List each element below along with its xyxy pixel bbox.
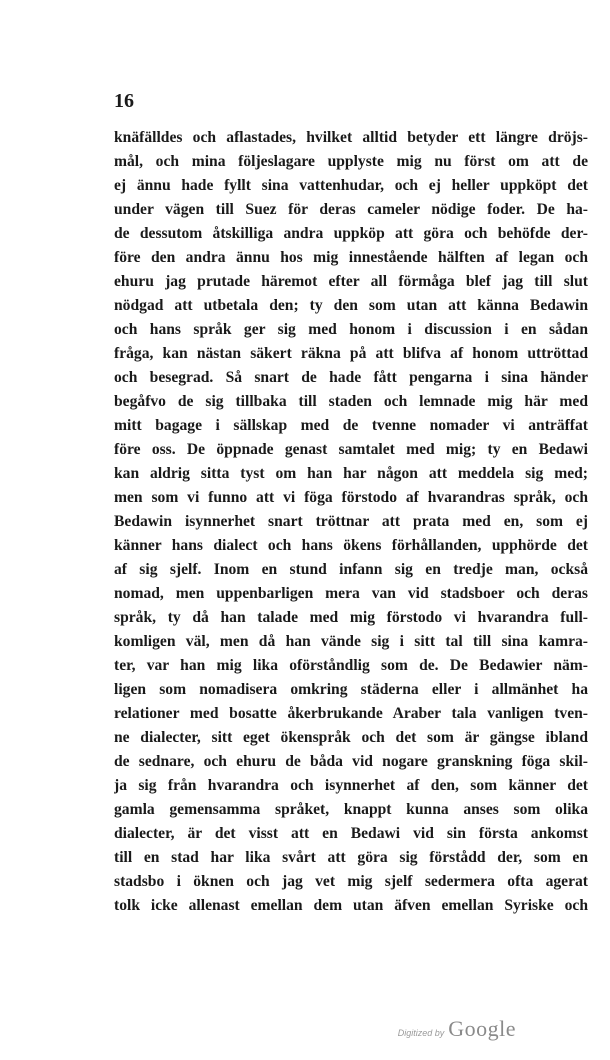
google-logo: Google: [448, 1016, 516, 1041]
text-line: begåfvo de sig tillbaka till staden och lemnade mig här med: [114, 393, 588, 410]
page-number: 16: [114, 90, 134, 112]
text-line: stadsbo i öknen och jag vet mig sjelf sedermera ofta agerat: [114, 873, 588, 890]
text-line: nomad, men uppenbarligen mera van vid stadsboer och deras: [114, 585, 588, 602]
text-line: fråga, kan nästan säkert räkna på att blifva af honom uttröttad: [114, 345, 588, 362]
text-line: språk, ty då han talade med mig förstodo vi hvarandra full-: [114, 609, 588, 626]
text-line: nödgad att utbetala den; ty den som utan att känna Bedawin: [114, 297, 588, 314]
text-line: de dessutom åtskilliga andra uppköp att göra och behöfde der-: [114, 225, 588, 242]
text-line: men som vi funno att vi föga förstodo af hvarandras språk, och: [114, 489, 588, 506]
text-line: relationer med bosatte åkerbrukande Araber tala vanligen tven-: [114, 705, 588, 722]
text-line: komligen väl, men då han vände sig i sitt tal till sina kamra-: [114, 633, 588, 650]
text-line: och hans språk ger sig med honom i discussion i en sådan: [114, 321, 588, 338]
text-line: ter, var han mig lika oförståndlig som de. De Bedawier näm-: [114, 657, 588, 674]
digitized-by-google-watermark: [398, 1016, 516, 1042]
text-line: före oss. De öppnade genast samtalet med mig; ty en Bedawi: [114, 441, 588, 458]
text-line: tolk icke allenast emellan dem utan äfven emellan Syriske och: [114, 897, 588, 914]
text-line: knäfälldes och aflastades, hvilket alltid betyder ett längre dröjs-: [114, 129, 588, 146]
text-line: ehuru jag prutade häremot efter all förmåga blef jag till slut: [114, 273, 588, 290]
text-line: och besegrad. Så snart de hade fått pengarna i sina händer: [114, 369, 588, 386]
text-line: före den andra ännu hos mig innestående hälften af legan och: [114, 249, 588, 266]
text-line: Bedawin isynnerhet snart tröttnar att prata med en, som ej: [114, 513, 588, 530]
text-line: kan aldrig sitta tyst om han har någon att meddela sig med;: [114, 465, 588, 482]
text-line: ej ännu hade fyllt sina vattenhudar, och ej heller uppköpt det: [114, 177, 588, 194]
text-line: dialecter, är det visst att en Bedawi vid sin första ankomst: [114, 825, 588, 842]
text-line: mål, och mina följeslagare upplyste mig nu först om att de: [114, 153, 588, 170]
text-line: ligen som nomadisera omkring städerna eller i allmänhet ha: [114, 681, 588, 698]
text-line: ne dialecter, sitt eget ökenspråk och det som är gängse ibland: [114, 729, 588, 746]
body-text: [114, 126, 588, 918]
text-line: under vägen till Suez för deras cameler nödige foder. De ha-: [114, 201, 588, 218]
text-line: till en stad har lika svårt att göra sig förstådd der, som en: [114, 849, 588, 866]
text-line: mitt bagage i sällskap med de tvenne nomader vi anträffat: [114, 417, 588, 434]
text-line: af sig sjelf. Inom en stund infann sig en tredje man, också: [114, 561, 588, 578]
text-line: gamla gemensamma språket, knappt kunna anses som olika: [114, 801, 588, 818]
text-line: de sednare, och ehuru de båda vid nogare granskning föga skil-: [114, 753, 588, 770]
text-line: ja sig från hvarandra och isynnerhet af den, som känner det: [114, 777, 588, 794]
text-line: känner hans dialect och hans ökens förhållanden, upphörde det: [114, 537, 588, 554]
digitized-by-text: Digitized by: [397, 1028, 445, 1038]
